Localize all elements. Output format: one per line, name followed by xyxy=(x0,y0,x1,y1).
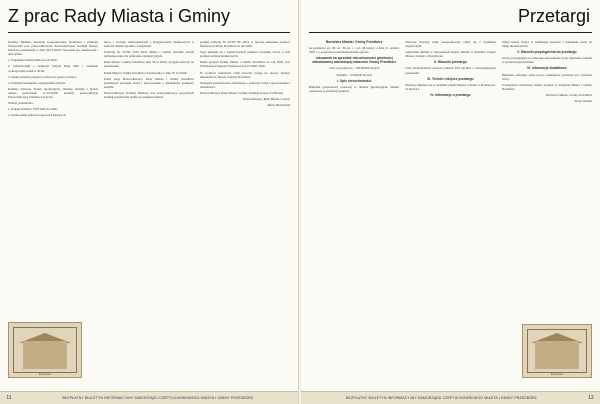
right-footer xyxy=(301,391,600,404)
emblem-building xyxy=(535,341,579,369)
emblem-building xyxy=(23,341,67,369)
footer-text: BEZPŁATNY BIULETYN INFORMACYJNY SAMORZĄDU CZEPTUCHOWSKIEGO MIASTA I GMINY PRZEDBÓRZ xyxy=(346,396,537,400)
footer-text: BEZPŁATNY BIULETYN INFORMACYJNY SAMORZĄDU CZEPTUCHOWSKIEGO MIASTA I GMINY PRZEDBÓRZ xyxy=(62,396,254,400)
paragraph: 2. Informacjami o realizacji uchwał Rady MiG i ocenianie wykonywania zadań w 2019r. xyxy=(8,64,98,73)
left-column-2 xyxy=(104,40,194,382)
paragraph: Komisja Zdrowia, Sportu Społecznych, Oświaty, Kultury i Sportu odbyła posiedzenie 11.12.2019r. Komisji przewodniczył Przewodniczący Zdzisław Łęczycki. xyxy=(8,86,98,100)
section-heading: VI. Informacje dodatkowe xyxy=(526,66,567,71)
section-heading: V. Warunki przystąpienia do przetargu xyxy=(517,50,577,55)
paragraph: 1. Projekt budżetu i WPF MiG na 2020. xyxy=(8,107,58,112)
paragraph: Radni przyjęli budżet Miasta i Gminy Przedbórz na rok 2020 oraz Wieloletnią Prognozę Finansową na lata 2020–2029. xyxy=(200,60,290,69)
emblem-caption: Przedbórz xyxy=(550,372,564,376)
paragraph: Cena nieruchomości zawiera podatek VAT zgodnie z obowiązującymi przepisami. xyxy=(405,66,496,75)
paragraph: Budynek gospodarczy położony w obrębie geodezyjnym, działka oznaczona w ewidencji gruntów. xyxy=(309,84,400,93)
paragraph: Przed sesją Przewodniczący Rady Miasta i Gminy Przedbórz przedstawił porządek obrad i sprawozdanie z działalności pomiędzy sesjami. xyxy=(104,76,194,89)
signature-title: Burmistrz Miasta i Gminy Przedbórz xyxy=(546,92,592,97)
section-heading: III. Termin i miejsce przetargu xyxy=(427,76,474,81)
left-title-rule xyxy=(8,32,290,33)
paragraph: Zgłoszenia udziału w rokowaniach należy składać w siedzibie Urzędu Miasta i Gminy w Przedborzu. xyxy=(405,50,496,59)
town-emblem-image xyxy=(8,322,82,378)
paragraph: Tematy posiedzenia: xyxy=(8,101,34,106)
price-line: Cena wywoławcza – 100.000,00 złotych xyxy=(329,66,380,71)
left-page-title: Z prac Rady Miasta i Gminy xyxy=(8,6,231,26)
paragraph: Uchwałą Nr XVIII/ 2019 Rada Miasta i Gminy określiła zasady dofinansowania dla jednostek organizacyjnych. xyxy=(104,50,194,59)
paragraph: Burmistrz zastrzega sobie prawo zamknięcia przetargu bez wybrania oferty. xyxy=(501,72,592,81)
paragraph: W wolnych wnioskach radni zwrócili uwagę na sprawy bieżące mieszkańców Miasta i Gminy Przedbórz. xyxy=(200,70,290,79)
paragraph: Osoby przystępujące do przetargu zobowiązane są do wpłacenia wadium w wyznaczonym terminie. xyxy=(501,56,592,65)
right-page-title: Przetargi xyxy=(517,6,590,26)
right-title-rule xyxy=(309,32,592,33)
paragraph: Rada Miasta i Gminy Przedbórz dnia 30.12.2019r. przyjęła uchwały na posiedzeniu. xyxy=(104,60,194,69)
signature-name: Maria Michalczak xyxy=(267,103,290,108)
paragraph: 2. Opiniowanie uchwał w sprawach bieżących. xyxy=(8,113,67,118)
section-heading: Burmistrz Miasta i Gminy Przedbórz xyxy=(325,40,383,44)
paragraph: Radni Miasta i Gminy Przedbórz obradowania w dniu 30.12.2019r. xyxy=(104,70,188,75)
paragraph: podjęła uchwałę Nr XVIII/ 88 /2019 w sprawie udzielania pomocy finansowej Gminy Przedbórz na rok 2020. xyxy=(200,40,290,49)
paragraph: Sesja składała się z zaplanowanych punktów porządku obrad, w tym podjęcia uchwał budżetowych. xyxy=(200,50,290,59)
emblem-caption: Przedbórz xyxy=(38,372,52,376)
town-emblem-image xyxy=(522,324,592,378)
page-number: 11 xyxy=(6,395,12,401)
right-column-2 xyxy=(405,40,495,382)
paragraph: Następnie przedstawiono informację o realizacji zadań i sprawozdania z działalności. xyxy=(200,80,290,89)
left-footer xyxy=(0,391,298,404)
paragraph: na podstawie art. 38, art. 39 ust. 1 i art. 40 ustawy z dnia 21 sierpnia 1997 r. o gospodarce nieruchomościami ogłasza xyxy=(309,46,400,55)
left-page xyxy=(0,0,299,404)
deposit-line: Wadium – 10.000,00 złotych xyxy=(336,72,373,77)
paragraph: Przewodniczący Komisji Budżetu oraz przewodniczący pozostałych komisji przedstawili opinie do projektu budżetu. xyxy=(104,90,194,100)
section-heading: I. Opis nieruchomości xyxy=(336,78,372,83)
paragraph: mocy i rozwoju samorządowych i przygotowania budżetowych w zakresie działań zgodnie z przepisami. xyxy=(104,40,194,49)
section-heading: rokowania na sprzedaż nieruchomości gruntowej zabudowanej stanowiącej własność Gminy Przedbórz xyxy=(312,56,397,65)
right-page xyxy=(301,0,600,404)
paragraph: Oferty należy złożyć w zamkniętej kopercie z dopiskiem oferty na zakup nieruchomości. xyxy=(501,40,592,49)
paragraph: Szczegółowe informacje można uzyskać w Urzędzie Miasta i Gminy Przedbórz. xyxy=(501,82,592,91)
right-column-1 xyxy=(309,40,399,382)
paragraph: Przetarg odbędzie się w siedzibie Urzędu Miasta i Gminy w Przedborzu, ul. Rynek 1. xyxy=(405,82,496,91)
signature-name: Alicja Szołska xyxy=(574,99,592,104)
paragraph: Komisja Budżetu, Rozwoju Gospodarczego, Rolnictwa i Ochrony Środowiska pod przewodnictwem Przewodniczącej Komisji Renaty Marat na posiedzeniu w dniu 04.12.2019r. zapoznała się, analizowała i dała opinie: xyxy=(8,40,98,57)
section-heading: IV. Informacje o przetargu xyxy=(430,92,471,97)
page-number: 12 xyxy=(588,395,594,401)
paragraph: Pierwszy przetarg ustny nieograniczony odbył się z wynikiem negatywnym. xyxy=(405,40,496,49)
paragraph: Przewodniczący Rady Miasta i Gminy zamknął obrady XVIII sesji. xyxy=(200,90,284,95)
section-heading: II. Warunki przetargu xyxy=(434,60,467,65)
paragraph: 3. Opiniowaniem projektów uchwał na sprawy bieżące. xyxy=(8,74,77,79)
signature-title: Przewodniczący Rady Miasta i Gminy xyxy=(242,97,290,102)
paragraph: 1. Projektem budżetu MiG na rok 2020. xyxy=(8,58,58,63)
paragraph: 4. Wolnymi wnioskami i zapytaniami radnych. xyxy=(8,80,66,85)
left-column-3 xyxy=(200,40,290,382)
